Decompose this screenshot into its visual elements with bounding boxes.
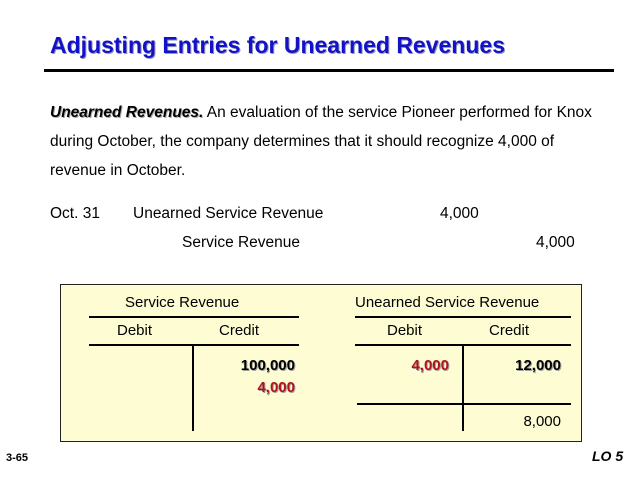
intro-lead: Unearned Revenues.: [50, 104, 204, 121]
slide-title: Adjusting Entries for Unearned Revenues: [50, 32, 505, 58]
t-account-credit-entry: 12,000: [515, 357, 561, 374]
t-account-top-line: [355, 316, 571, 318]
t-account-credit-label: Credit: [219, 322, 260, 339]
t-account-header-line: [89, 344, 299, 346]
intro-text: An evaluation of the service Pioneer performed for Knox during October, the company determines that it should recognize 4,000 of revenue in October.: [50, 104, 592, 179]
slide-number: 3-65: [6, 452, 29, 464]
title-underline: [44, 69, 614, 72]
t-account-divider: [192, 344, 194, 431]
t-account-credit-entry: 100,000: [240, 357, 295, 374]
learning-objective-label: LO 5: [592, 448, 624, 464]
t-account-debit-entry-adjustment: 4,000: [411, 357, 449, 374]
t-account-title-unearned-service-revenue: Unearned Service Revenue: [355, 294, 540, 311]
journal-entry-debit-account: Unearned Service Revenue: [133, 205, 324, 222]
journal-entry-date: Oct. 31: [50, 205, 100, 222]
t-accounts-panel: [60, 284, 582, 442]
t-account-debit-label: Debit: [117, 322, 153, 339]
t-account-top-line: [89, 316, 299, 318]
t-account-title-service-revenue: Service Revenue: [125, 294, 240, 311]
journal-entry-credit-account: Service Revenue: [182, 234, 301, 251]
t-account-balance-line: [357, 403, 571, 405]
journal-entry-debit-amount: 4,000: [440, 205, 479, 222]
t-account-balance: 8,000: [523, 413, 561, 430]
journal-entry-credit-amount: 4,000: [536, 234, 575, 251]
t-account-divider: [462, 344, 464, 431]
t-account-credit-label: Credit: [489, 322, 530, 339]
t-account-debit-label: Debit: [387, 322, 423, 339]
intro-paragraph: [50, 98, 610, 185]
t-account-credit-entry-adjustment: 4,000: [257, 379, 295, 396]
